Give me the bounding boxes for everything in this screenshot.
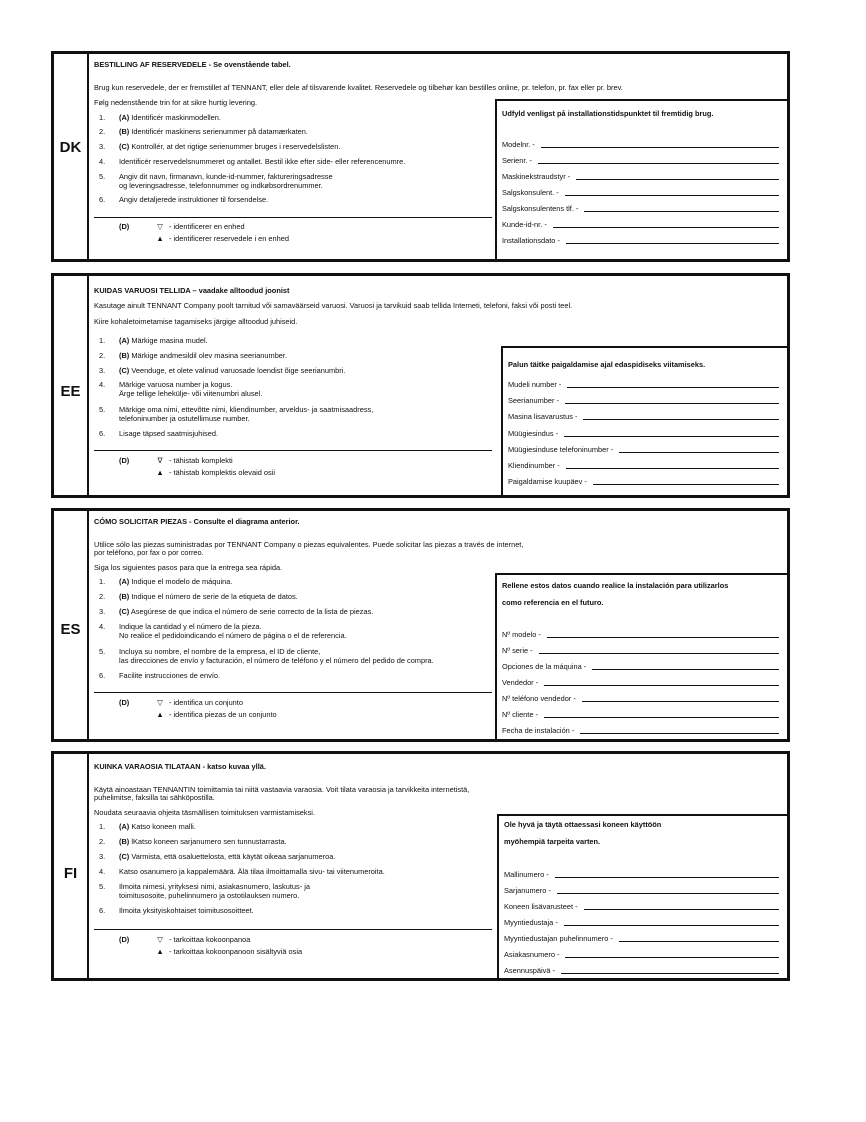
section-title: CÓMO SOLICITAR PIEZAS - Consulte el diagrama anterior. xyxy=(94,517,300,526)
assembly-triangle-outline-icon: ▽ xyxy=(157,222,163,231)
field-customer-id[interactable]: Asiakasnumero - xyxy=(504,947,779,961)
divider xyxy=(94,692,492,693)
intro-paragraph: Siga los siguientes pasos para que la entrega sea rápida. xyxy=(94,563,283,572)
part-triangle-filled-icon: ▲ xyxy=(156,947,164,956)
intro-paragraph: Utilice sólo las piezas suministradas por TENNANT Company o piezas equivalentes. Puede solicitar las piezas a través de internet, xyxy=(94,540,524,549)
field-serial-number[interactable]: Sarjanumero - xyxy=(504,883,779,897)
field-serial-number[interactable]: Nº serie - xyxy=(502,643,779,657)
language-code: EE xyxy=(60,383,81,400)
divider xyxy=(94,217,492,218)
divider xyxy=(94,929,492,930)
field-sales-rep-phone[interactable]: Myyntiedustajan puhelinnumero - xyxy=(504,931,779,945)
field-customer-id[interactable]: Kliendinumber - xyxy=(508,458,779,472)
language-column xyxy=(54,276,89,495)
instructions: KUINKA VARAOSIA TILATAAN - katso kuvaa yllä. Käytä ainoastaan TENNANTIN toimittamia tai niitä vastaavia varaosia. Voit tilata varaosia ja tarvikkeita internetistä, puhelimitse, faksilla tai sähköpostilla. Noudata seuraavia ohjeita täsmällisen toimituksen varmistamiseksi. 1. (A) Katso koneen malli. 2. (B) lKatso koneen sarjanumero sen tunnustarrasta. 3. (C) Varmista, että osaluettelosta, että käytät oikeaa sarjanumeroa. 4. Katso osanumero ja kappalemäärä. Älä tilaa ilmoittamalla sivu- tai viitenumeroita. 5. Ilmoita nimesi, yrityksesi nimi, asiakasnumero, laskutus- ja toimitusosoite, puhelinnumero ja ostotilauksen numero. 6. Ilmoita yksityiskohtaiset toimitusosoitteet. (D) ▽ - tarkoittaa kokoonpanoa ▲ - tarkoittaa kokoonpanoon sisältyviä osia xyxy=(94,754,787,978)
field-machine-options[interactable]: Koneen lisävarusteet - xyxy=(504,899,779,913)
field-model-number[interactable]: Mudeli number - xyxy=(508,377,779,391)
intro-paragraph: Kasutage ainult TENNANT Company poolt tarnitud või samaväärseid varuosi. Varuosi ja tarvikuid saab tellida Interneti, telefoni, faksi või posti teel. xyxy=(94,301,573,310)
field-sales-rep[interactable]: Müügiesindus - xyxy=(508,426,779,440)
installation-record-box xyxy=(495,573,787,739)
intro-paragraph: Käytä ainoastaan TENNANTIN toimittamia tai niitä vastaavia varaosia. Voit tilata varaosia ja tarvikkeita internetistä, xyxy=(94,785,470,794)
intro-paragraph: Følg nedenstående trin for at sikre hurtig levering. xyxy=(94,98,258,107)
language-code: DK xyxy=(59,139,82,156)
field-sales-rep[interactable]: Vendedor - xyxy=(502,675,779,689)
section-title: KUIDAS VARUOSI TELLIDA – vaadake alltoodud joonist xyxy=(94,286,290,295)
field-model-number[interactable]: Mallinumero - xyxy=(504,867,779,881)
installation-record-box xyxy=(501,346,787,495)
record-box-title: Rellene estos datos cuando realice la instalación para utilizarlos xyxy=(502,581,729,590)
section-fi xyxy=(51,751,790,981)
field-model-number[interactable]: Nº modelo - xyxy=(502,627,779,641)
section-title: KUINKA VARAOSIA TILATAAN - katso kuvaa yllä. xyxy=(94,762,266,771)
section-dk xyxy=(51,51,790,262)
field-sales-rep[interactable]: Myyntiedustaja - xyxy=(504,915,779,929)
language-column xyxy=(54,511,89,739)
record-box-title: myöhempiä tarpeita varten. xyxy=(504,837,601,846)
instructions: KUIDAS VARUOSI TELLIDA – vaadake alltoodud joonist Kasutage ainult TENNANT Company poolt tarnitud või samaväärseid varuosi. Varuosi ja tarvikuid saab tellida Interneti, telefoni, faksi või posti teel. Kiire kohaletoimetamise tagamiseks järgige alltoodud juhiseid. 1. (A) Märkige masina mudel. 2. (B) Märkige andmesildil olev masina seerianumber. 3. (C) Veenduge, et olete valinud varuosade loendist õige seerianumbri. 4. Märkige varuosa number ja kogus. Ärge tellige leheküljе- või viitenumbri alusel. 5. Märkige oma nimi, ettevõtte nimi, kliendinumber, arveldus- ja saatmisaadress, telefoninumber ja ostutellimuse number. 6. Lisage täpsed saatmisjuhised. (D) ∇ - tähistab komplekti ▲ - tähistab komplektis olevaid osii xyxy=(94,286,573,477)
part-triangle-filled-icon: ▲ xyxy=(156,468,164,477)
field-sales-rep-phone[interactable]: Nº teléfono vendedor - xyxy=(502,691,779,705)
instructions: CÓMO SOLICITAR PIEZAS - Consulte el diagrama anterior. Utilice sólo las piezas suministradas por TENNANT Company o piezas equivalentes. Puede solicitar las piezas a través de internet, por teléfono, por fax o por correo. Siga los siguientes pasos para que la entrega sea rápida. 1. (A) Indique el modelo de máquina. 2. (B) Indique el número de serie de la etiqueta de datos. 3. (C) Asegúrese de que indica el número de serie correcto de la lista de piezas. 4. Indique la cantidad y el número de la pieza. No realice el pedidoindicando el número de página o el de referencia. 5. Incluya su nombre, el nombre de la empresa, el ID de cliente, las direcciones de envío y facturación, el número de teléfono y el número del pedido de compra. 6. Facilite instrucciones de envío. (D) ▽ - identifica un conjunto ▲ - identifica piezas de un conjunto xyxy=(94,517,524,719)
language-code: ES xyxy=(60,621,81,638)
record-box-title: Palun täitke paigaldamise ajal edaspidiseks viitamiseks. xyxy=(508,360,706,369)
intro-paragraph: Noudata seuraavia ohjeita täsmällisen toimituksen varmistamiseksi. xyxy=(94,808,315,817)
field-installation-date[interactable]: Installationsdato - xyxy=(502,233,779,247)
section-ee xyxy=(51,273,790,498)
field-sales-rep-phone[interactable]: Müügiesinduse telefoninumber - xyxy=(508,442,779,456)
assembly-triangle-outline-icon: ▽ xyxy=(157,698,163,707)
assembly-triangle-outline-icon: ▽ xyxy=(157,935,163,944)
field-installation-date[interactable]: Paigaldamise kuupäev - xyxy=(508,474,779,488)
record-box-title: Ole hyvä ja täytä ottaessasi koneen käyttöön xyxy=(504,820,662,829)
part-triangle-filled-icon: ▲ xyxy=(156,234,164,243)
divider xyxy=(94,450,492,451)
field-model-number[interactable]: Modelnr. - xyxy=(502,137,779,151)
assembly-triangle-outline-icon: ∇ xyxy=(157,456,163,465)
record-box-title: Udfyld venligst på installationstidspunktet til fremtidig brug. xyxy=(502,109,714,118)
language-code: FI xyxy=(63,865,78,882)
field-sales-rep-phone[interactable]: Salgskonsulentens tlf. - xyxy=(502,201,779,215)
language-column xyxy=(54,754,89,978)
field-customer-id[interactable]: Kunde-id-nr. - xyxy=(502,217,779,231)
section-title: BESTILLING AF RESERVEDELE - Se ovenstående tabel. xyxy=(94,60,291,69)
field-installation-date[interactable]: Fecha de instalación - xyxy=(502,723,779,737)
intro-paragraph: Kiire kohaletoimetamise tagamiseks järgige alltoodud juhiseid. xyxy=(94,317,298,326)
installation-record-box xyxy=(497,814,787,978)
field-sales-rep[interactable]: Salgskonsulent. - xyxy=(502,185,779,199)
field-serial-number[interactable]: Seerianumber - xyxy=(508,393,779,407)
section-es xyxy=(51,508,790,742)
part-triangle-filled-icon: ▲ xyxy=(156,710,164,719)
field-customer-id[interactable]: Nº cliente - xyxy=(502,707,779,721)
intro-paragraph: por teléfono, por fax o por correo. xyxy=(94,548,204,557)
intro-paragraph: Brug kun reservedele, der er fremstillet af TENNANT, eller dele af tilsvarende kvalitet. Reservedele og tilbehør kan bestilles online, pr. telefon, pr. fax eller pr. brev. xyxy=(94,83,623,92)
field-installation-date[interactable]: Asennuspäivä - xyxy=(504,963,779,977)
field-machine-options[interactable]: Opciones de la máquina - xyxy=(502,659,779,673)
language-column xyxy=(54,54,89,259)
field-machine-options[interactable]: Masina lisavarustus - xyxy=(508,409,779,423)
intro-paragraph: puhelimitse, faksilla tai sähköpostilla. xyxy=(94,793,215,802)
field-serial-number[interactable]: Serienr. - xyxy=(502,153,779,167)
field-machine-options[interactable]: Maskinekstraudstyr - xyxy=(502,169,779,183)
record-box-title: como referencia en el futuro. xyxy=(502,598,604,607)
installation-record-box xyxy=(495,99,787,259)
instructions: BESTILLING AF RESERVEDELE - Se ovenstående tabel. Brug kun reservedele, der er fremstillet af TENNANT, eller dele af tilsvarende kvalitet. Reservedele og tilbehør kan bestilles online, pr. telefon, pr. fax eller pr. brev. Følg nedenstående trin for at sikre hurtig levering. 1. (A) Identificér maskinmodellen. 2. (B) Identificér maskinens serienummer på datamærkaten. 3. (C) Kontrollér, at det rigtige serienummer bruges i reservedelslisten. 4. Identificér reservedelsnummeret og antallet. Bestil ikke efter side- eller referencenumre. 5. Angiv dit navn, firmanavn, kunde-id-nummer, faktureringsadresse og leveringsadresse, telefonnummer og indkøbsordrenummer. 6. Angiv detaljerede instruktioner til forsendelse. (D) ▽ - identificerer en enhed ▲ - identificerer reservedele i en enhed xyxy=(94,60,623,243)
